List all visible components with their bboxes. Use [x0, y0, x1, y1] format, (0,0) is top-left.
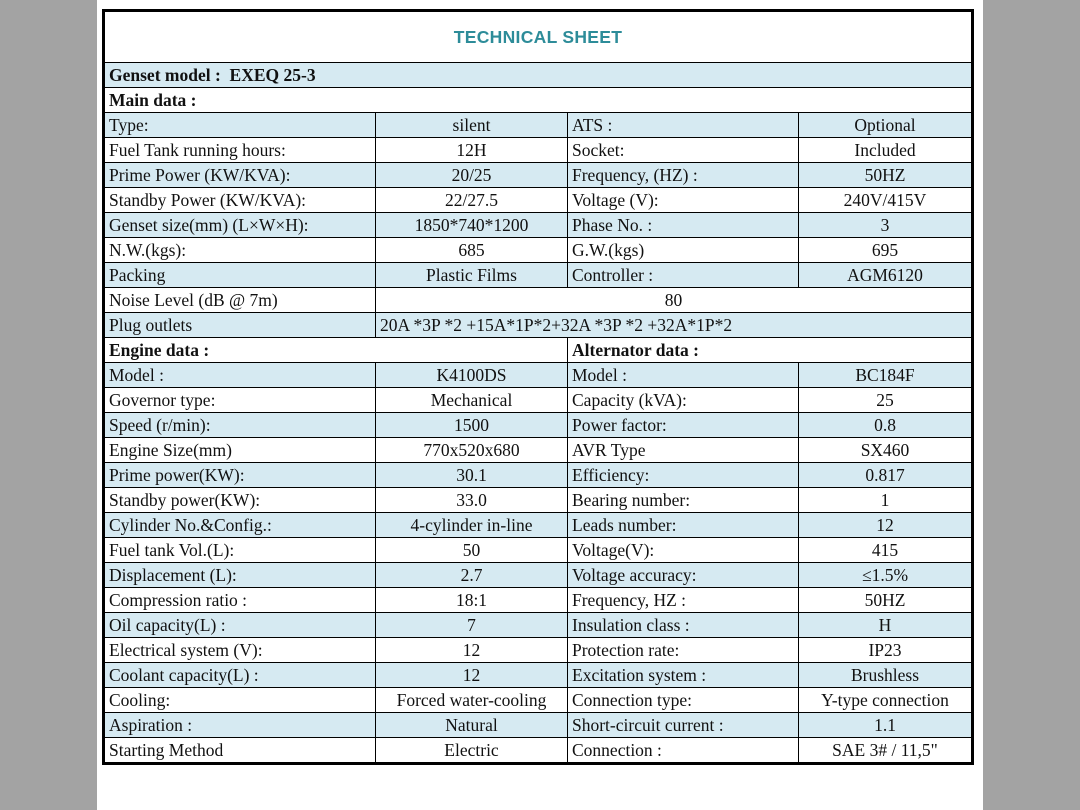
engine-row — [104, 638, 973, 663]
main-value: silent — [376, 113, 568, 138]
genset-model-label: Genset model : — [109, 65, 221, 85]
alternator-label: Short-circuit current : — [568, 713, 799, 738]
plug-outlets-row — [104, 313, 973, 338]
page-title: TECHNICAL SHEET — [104, 11, 973, 63]
main-label: ATS : — [568, 113, 799, 138]
alternator-value: IP23 — [799, 638, 973, 663]
main-data-header: Main data : — [104, 88, 973, 113]
alternator-label: Voltage(V): — [568, 538, 799, 563]
main-value: Plastic Films — [376, 263, 568, 288]
alternator-value: 12 — [799, 513, 973, 538]
engine-value: 50 — [376, 538, 568, 563]
engine-label: Starting Method — [104, 738, 376, 764]
alternator-label: Frequency, HZ : — [568, 588, 799, 613]
alternator-value: Y-type connection — [799, 688, 973, 713]
main-label: Type: — [104, 113, 376, 138]
alternator-value: 50HZ — [799, 588, 973, 613]
genset-model-row — [104, 63, 973, 88]
alternator-value: H — [799, 613, 973, 638]
engine-row — [104, 463, 973, 488]
main-value: 685 — [376, 238, 568, 263]
engine-row — [104, 413, 973, 438]
main-value: AGM6120 — [799, 263, 973, 288]
main-row — [104, 188, 973, 213]
main-row — [104, 163, 973, 188]
main-row — [104, 213, 973, 238]
engine-value: 33.0 — [376, 488, 568, 513]
main-value: 22/27.5 — [376, 188, 568, 213]
engine-label: Governor type: — [104, 388, 376, 413]
main-value: 12H — [376, 138, 568, 163]
engine-label: Oil capacity(L) : — [104, 613, 376, 638]
main-value: 695 — [799, 238, 973, 263]
title-row — [104, 11, 973, 63]
alternator-value: 1.1 — [799, 713, 973, 738]
engine-value: Forced water-cooling — [376, 688, 568, 713]
alternator-label: Model : — [568, 363, 799, 388]
engine-label: Cooling: — [104, 688, 376, 713]
engine-value: 7 — [376, 613, 568, 638]
engine-value: 12 — [376, 663, 568, 688]
main-label: Voltage (V): — [568, 188, 799, 213]
spec-table — [102, 9, 974, 765]
main-label: Socket: — [568, 138, 799, 163]
alternator-label: AVR Type — [568, 438, 799, 463]
alternator-value: 415 — [799, 538, 973, 563]
engine-label: Cylinder No.&Config.: — [104, 513, 376, 538]
engine-label: Fuel tank Vol.(L): — [104, 538, 376, 563]
main-label: Packing — [104, 263, 376, 288]
alternator-label: Connection type: — [568, 688, 799, 713]
engine-row — [104, 688, 973, 713]
alternator-value: 1 — [799, 488, 973, 513]
genset-model — [104, 63, 973, 88]
main-label: Controller : — [568, 263, 799, 288]
alternator-label: Power factor: — [568, 413, 799, 438]
engine-value: 30.1 — [376, 463, 568, 488]
main-label: Phase No. : — [568, 213, 799, 238]
alternator-label: Connection : — [568, 738, 799, 764]
alternator-label: Excitation system : — [568, 663, 799, 688]
engine-label: Model : — [104, 363, 376, 388]
alternator-value: ≤1.5% — [799, 563, 973, 588]
engine-row — [104, 563, 973, 588]
main-value: 3 — [799, 213, 973, 238]
plug-outlets-value: 20A *3P *2 +15A*1P*2+32A *3P *2 +32A*1P*2 — [376, 313, 973, 338]
main-label: G.W.(kgs) — [568, 238, 799, 263]
main-label: N.W.(kgs): — [104, 238, 376, 263]
engine-value: 2.7 — [376, 563, 568, 588]
main-row — [104, 238, 973, 263]
alternator-value: 0.817 — [799, 463, 973, 488]
engine-label: Prime power(KW): — [104, 463, 376, 488]
alternator-label: Leads number: — [568, 513, 799, 538]
engine-row — [104, 663, 973, 688]
engine-data-header: Engine data : — [104, 338, 568, 363]
alternator-value: SAE 3# / 11,5" — [799, 738, 973, 764]
main-value: Included — [799, 138, 973, 163]
main-data-header-row — [104, 88, 973, 113]
alternator-label: Efficiency: — [568, 463, 799, 488]
main-value: 1850*740*1200 — [376, 213, 568, 238]
engine-row — [104, 613, 973, 638]
alternator-label: Capacity (kVA): — [568, 388, 799, 413]
engine-row — [104, 363, 973, 388]
engine-row — [104, 738, 973, 764]
engine-value: 770x520x680 — [376, 438, 568, 463]
engine-value: 4-cylinder in-line — [376, 513, 568, 538]
main-label: Genset size(mm) (L×W×H): — [104, 213, 376, 238]
main-label: Frequency, (HZ) : — [568, 163, 799, 188]
technical-sheet-page — [97, 0, 983, 810]
main-value: 240V/415V — [799, 188, 973, 213]
engine-label: Displacement (L): — [104, 563, 376, 588]
engine-row — [104, 713, 973, 738]
engine-value: 18:1 — [376, 588, 568, 613]
main-row — [104, 263, 973, 288]
engine-row — [104, 588, 973, 613]
alternator-data-header: Alternator data : — [568, 338, 973, 363]
engine-row — [104, 388, 973, 413]
engine-value: Natural — [376, 713, 568, 738]
alternator-value: BC184F — [799, 363, 973, 388]
engine-label: Speed (r/min): — [104, 413, 376, 438]
noise-row — [104, 288, 973, 313]
alternator-label: Insulation class : — [568, 613, 799, 638]
main-label: Fuel Tank running hours: — [104, 138, 376, 163]
engine-value: Mechanical — [376, 388, 568, 413]
engine-row — [104, 538, 973, 563]
noise-value: 80 — [376, 288, 973, 313]
plug-outlets-label: Plug outlets — [104, 313, 376, 338]
genset-model-value: EXEQ 25-3 — [229, 65, 316, 85]
engine-label: Compression ratio : — [104, 588, 376, 613]
engine-value: K4100DS — [376, 363, 568, 388]
engine-value: 12 — [376, 638, 568, 663]
alternator-value: 0.8 — [799, 413, 973, 438]
engine-label: Coolant capacity(L) : — [104, 663, 376, 688]
engine-label: Engine Size(mm) — [104, 438, 376, 463]
engine-row — [104, 438, 973, 463]
alternator-label: Voltage accuracy: — [568, 563, 799, 588]
engine-label: Standby power(KW): — [104, 488, 376, 513]
alternator-label: Bearing number: — [568, 488, 799, 513]
main-row — [104, 113, 973, 138]
main-label: Standby Power (KW/KVA): — [104, 188, 376, 213]
engine-label: Aspiration : — [104, 713, 376, 738]
main-value: 20/25 — [376, 163, 568, 188]
engine-value: Electric — [376, 738, 568, 764]
alternator-value: SX460 — [799, 438, 973, 463]
main-value: Optional — [799, 113, 973, 138]
alternator-value: Brushless — [799, 663, 973, 688]
engine-row — [104, 488, 973, 513]
section-header-row — [104, 338, 973, 363]
main-label: Prime Power (KW/KVA): — [104, 163, 376, 188]
engine-label: Electrical system (V): — [104, 638, 376, 663]
main-value: 50HZ — [799, 163, 973, 188]
alternator-label: Protection rate: — [568, 638, 799, 663]
engine-row — [104, 513, 973, 538]
alternator-value: 25 — [799, 388, 973, 413]
engine-value: 1500 — [376, 413, 568, 438]
main-row — [104, 138, 973, 163]
noise-label: Noise Level (dB @ 7m) — [104, 288, 376, 313]
